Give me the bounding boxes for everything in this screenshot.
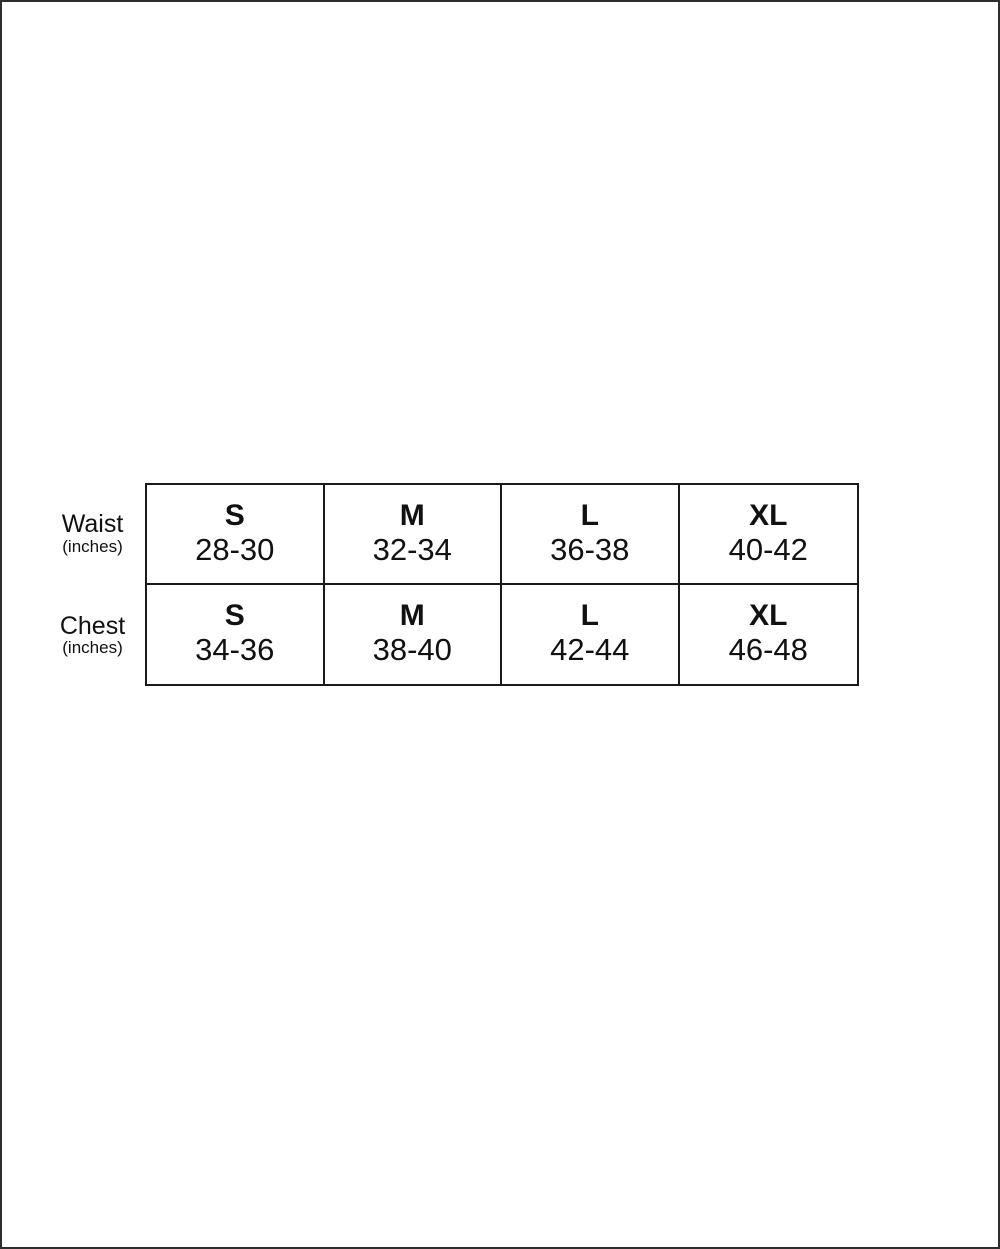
row-header-waist-label: Waist [61, 510, 124, 539]
waist-range-l: 36-38 [550, 531, 630, 567]
cell-chest-xl [680, 585, 858, 685]
cell-chest-s [147, 585, 325, 685]
size-label-xl: XL [749, 599, 788, 633]
size-label-xl: XL [749, 498, 788, 532]
row-header-chest-unit: (inches) [62, 638, 123, 658]
chest-range-s: 34-36 [195, 632, 275, 668]
row-header-chest [2, 585, 145, 687]
size-chart [2, 483, 1000, 686]
chest-range-l: 42-44 [550, 632, 630, 668]
row-header-waist [2, 483, 145, 585]
waist-range-s: 28-30 [195, 531, 275, 567]
size-label-l: L [580, 498, 599, 532]
size-label-m: M [399, 498, 425, 532]
row-header-chest-label: Chest [59, 611, 126, 640]
waist-range-xl: 40-42 [728, 531, 808, 567]
size-table [145, 483, 859, 686]
row-headers-column [2, 483, 145, 686]
cell-waist-s [147, 485, 325, 585]
chest-range-m: 38-40 [372, 632, 452, 668]
cell-chest-l [502, 585, 680, 685]
waist-range-m: 32-34 [372, 531, 452, 567]
size-label-s: S [224, 599, 245, 633]
size-label-s: S [224, 498, 245, 532]
chest-range-xl: 46-48 [728, 632, 808, 668]
size-label-l: L [580, 599, 599, 633]
cell-waist-xl [680, 485, 858, 585]
cell-waist-l [502, 485, 680, 585]
cell-waist-m [325, 485, 503, 585]
row-header-waist-unit: (inches) [62, 536, 123, 556]
size-label-m: M [399, 599, 425, 633]
cell-chest-m [325, 585, 503, 685]
